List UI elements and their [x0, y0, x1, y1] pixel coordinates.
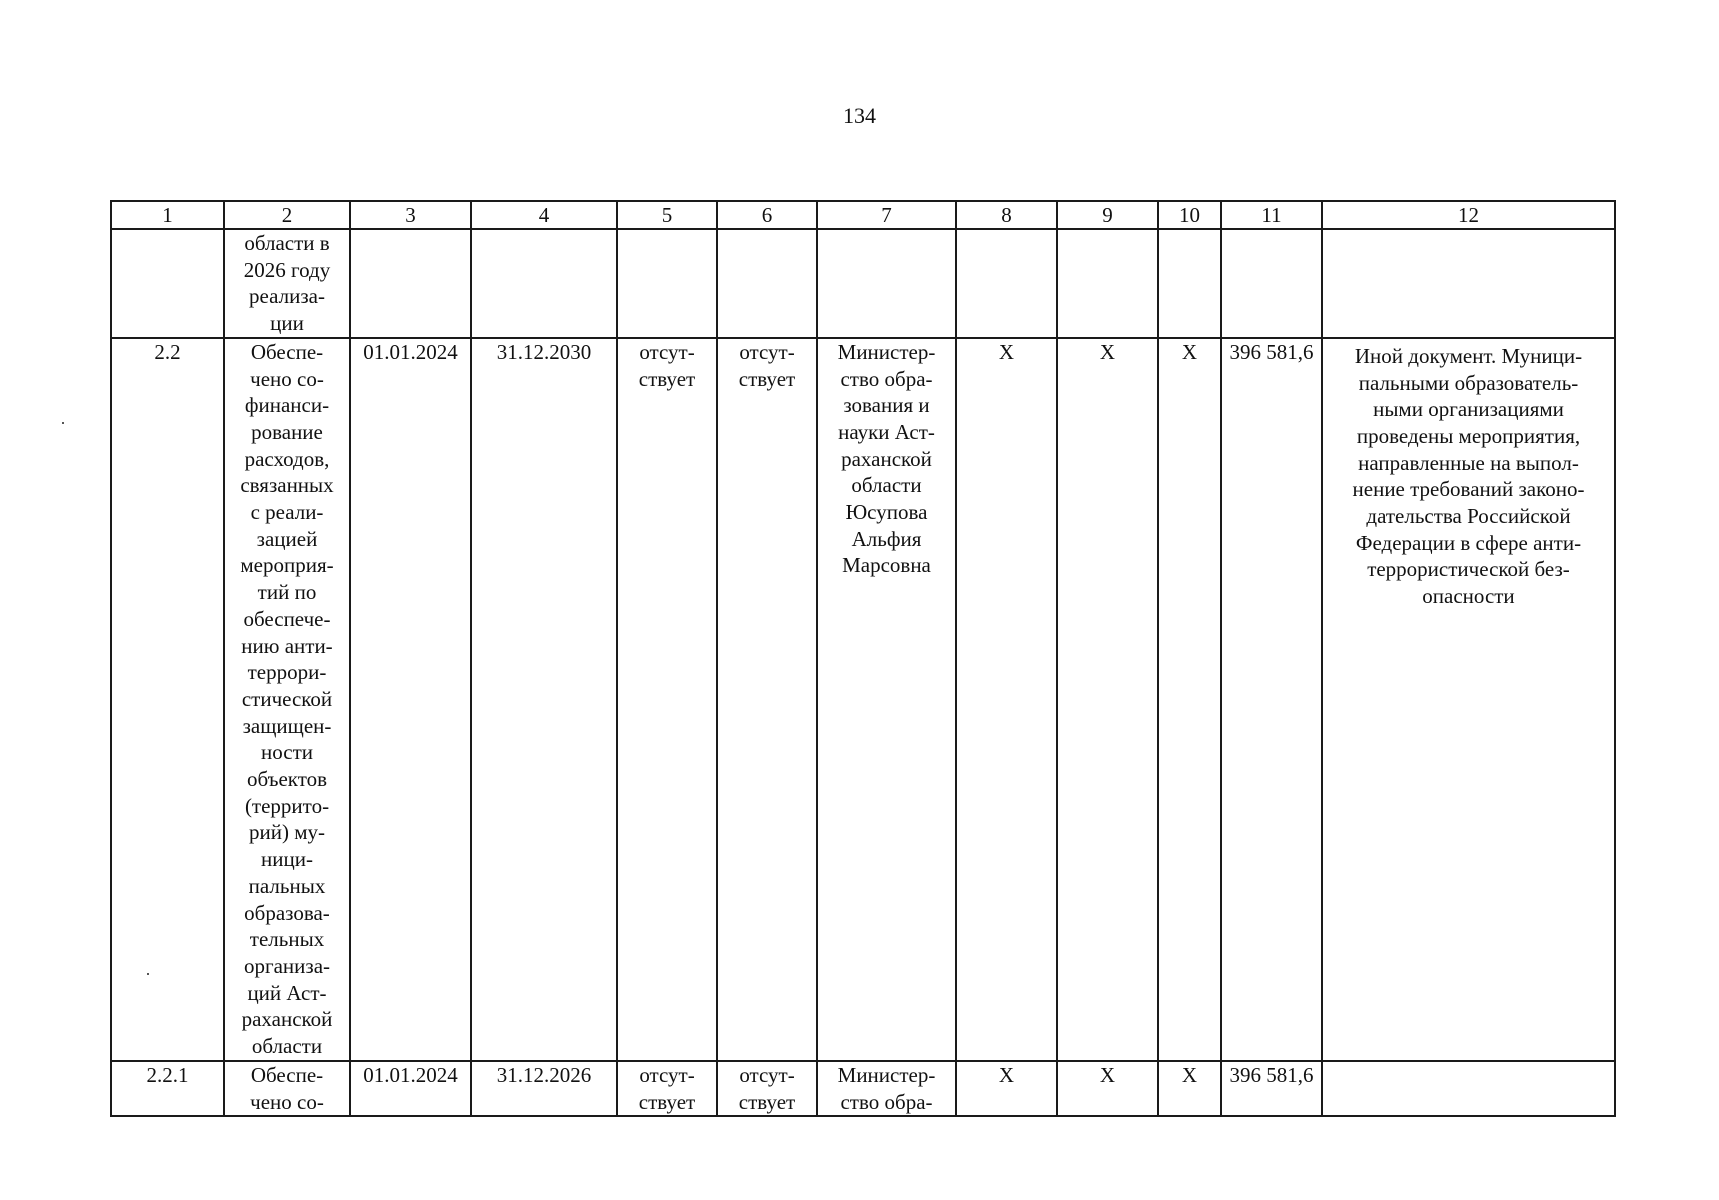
- plan-table: [110, 200, 1616, 1117]
- scan-speck: [62, 422, 64, 424]
- table-row-continuation: [111, 229, 1615, 338]
- page-number: 134: [843, 103, 876, 128]
- cell-col-5: отсут- ствует: [617, 338, 717, 1061]
- cell-number: 2.2.1: [111, 1061, 224, 1116]
- table-header: [111, 201, 1615, 229]
- table-row-2-2-1: [111, 1061, 1615, 1116]
- cell-result-name: Обеспе- чено со-: [224, 1061, 350, 1116]
- cell-col-9: X: [1057, 338, 1158, 1061]
- column-header-2: 2: [224, 201, 350, 229]
- column-header-8: 8: [956, 201, 1057, 229]
- cell-col-5: [617, 229, 717, 338]
- cell-number: [111, 229, 224, 338]
- cell-document: [1322, 229, 1615, 338]
- cell-end-date: 31.12.2026: [471, 1061, 617, 1116]
- cell-col-6: [717, 229, 817, 338]
- cell-responsible: [817, 229, 956, 338]
- column-header-11: 11: [1221, 201, 1322, 229]
- cell-col-10: [1158, 229, 1221, 338]
- column-header-1: 1: [111, 201, 224, 229]
- cell-col-9: X: [1057, 1061, 1158, 1116]
- cell-document: [1322, 1061, 1615, 1116]
- cell-number: 2.2: [111, 338, 224, 1061]
- column-header-9: 9: [1057, 201, 1158, 229]
- column-header-3: 3: [350, 201, 471, 229]
- cell-start-date: 01.01.2024: [350, 1061, 471, 1116]
- cell-col-8: [956, 229, 1057, 338]
- cell-end-date: 31.12.2030: [471, 338, 617, 1061]
- cell-result-name: области в 2026 году реализа- ции: [224, 229, 350, 338]
- column-header-12: 12: [1322, 201, 1615, 229]
- table-body: [111, 229, 1615, 1116]
- cell-col-10: X: [1158, 1061, 1221, 1116]
- cell-result-name: Обеспе- чено со- финанси- рование расходов, связанных с реали- зацией мероприя- тий по обеспече- нию анти- террори- стической защищен- ности объектов (террито- рий) му- ници- пальных образова- тельных организа- ций Аст- раханской области: [224, 338, 350, 1061]
- cell-document: Иной документ. Муници- пальными образователь- ными организациями проведены мероприятия, направленные на выпол- нение требований законо- дательства Российской Федерации в сфере анти- террористической без- опасности: [1322, 338, 1615, 1061]
- header-row: [111, 201, 1615, 229]
- cell-col-5: отсут- ствует: [617, 1061, 717, 1116]
- column-header-6: 6: [717, 201, 817, 229]
- cell-responsible: Министер- ство обра-: [817, 1061, 956, 1116]
- cell-col-6: отсут- ствует: [717, 1061, 817, 1116]
- column-header-5: 5: [617, 201, 717, 229]
- cell-amount: 396 581,6: [1221, 338, 1322, 1061]
- cell-col-6: отсут- ствует: [717, 338, 817, 1061]
- cell-responsible: Министер- ство обра- зования и науки Аст- раханской области Юсупова Альфия Марсовна: [817, 338, 956, 1061]
- scan-speck: [147, 973, 149, 975]
- column-header-4: 4: [471, 201, 617, 229]
- cell-col-8: X: [956, 1061, 1057, 1116]
- cell-amount: [1221, 229, 1322, 338]
- cell-start-date: [350, 229, 471, 338]
- cell-col-8: X: [956, 338, 1057, 1061]
- column-header-10: 10: [1158, 201, 1221, 229]
- cell-col-10: X: [1158, 338, 1221, 1061]
- cell-end-date: [471, 229, 617, 338]
- column-header-7: 7: [817, 201, 956, 229]
- cell-col-9: [1057, 229, 1158, 338]
- cell-start-date: 01.01.2024: [350, 338, 471, 1061]
- cell-amount: 396 581,6: [1221, 1061, 1322, 1116]
- table-row-2-2: [111, 338, 1615, 1061]
